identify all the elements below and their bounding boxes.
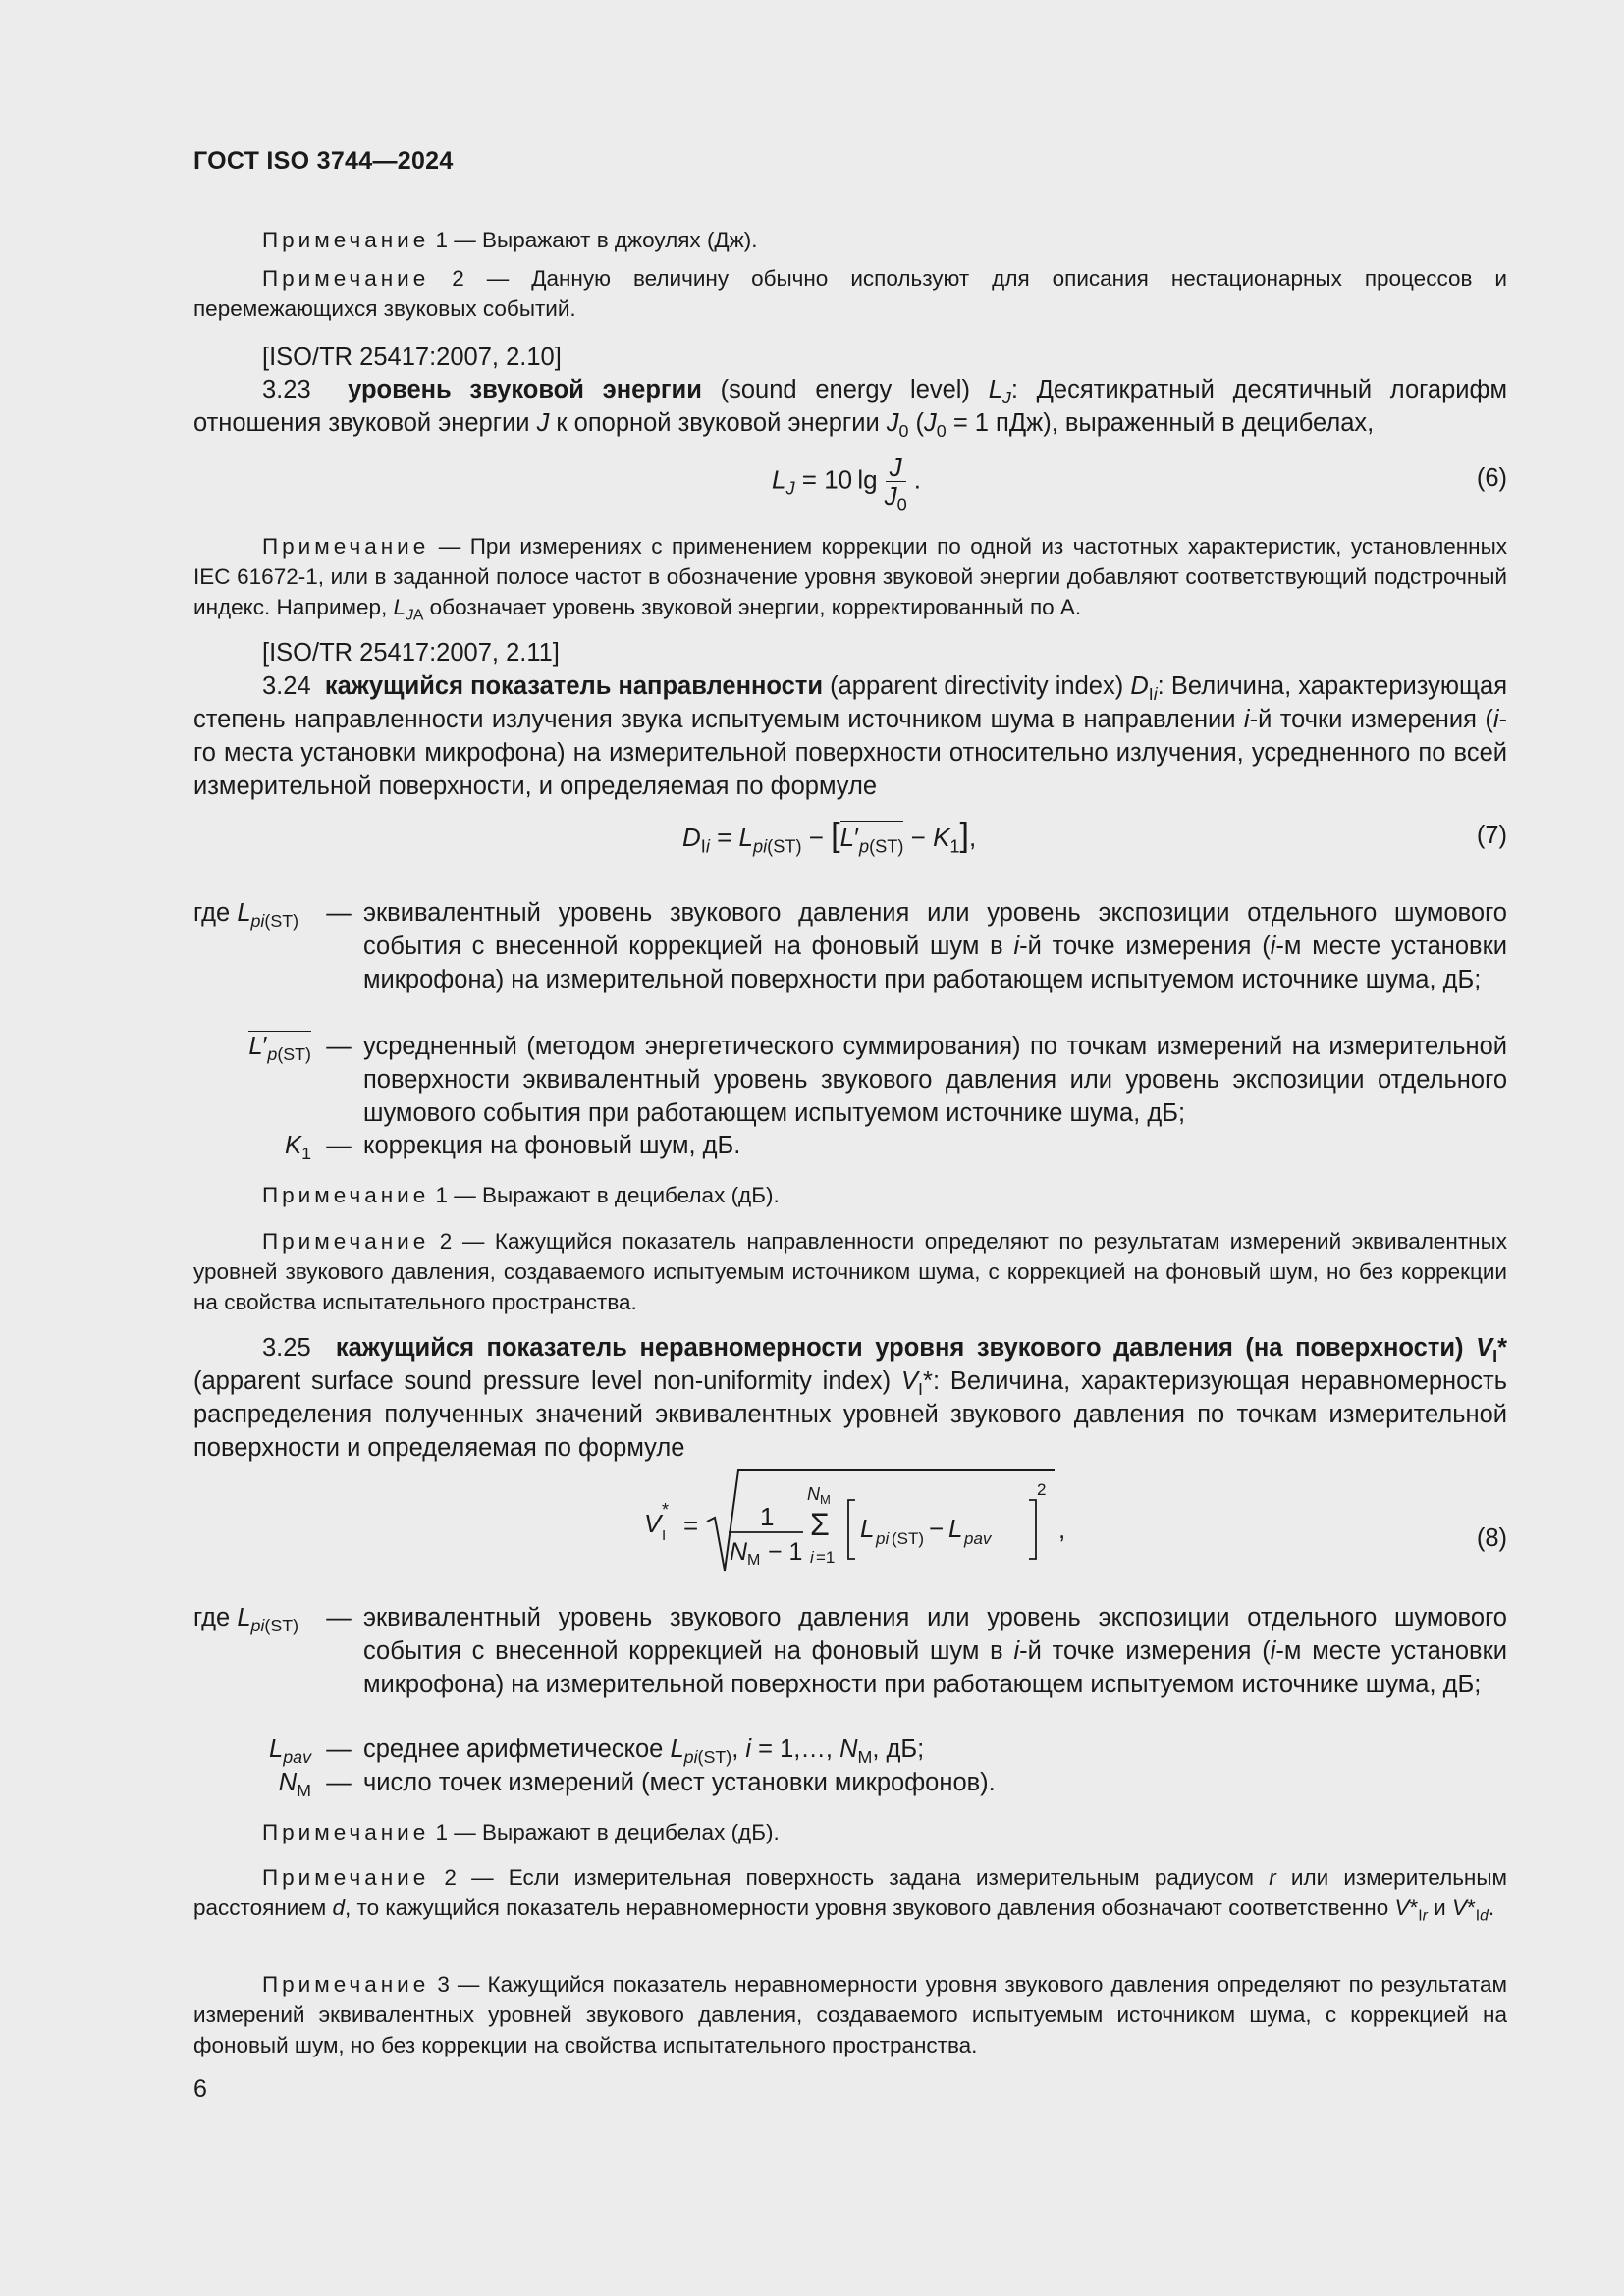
svg-text:L: L	[860, 1514, 875, 1543]
reference-2-10: [ISO/TR 25417:2007, 2.10]	[262, 344, 562, 371]
note-3-25-2: Примечание 2 — Если измерительная поверхность задана измерительным радиусом r или измерительным расстоянием d, то кажущийся показатель неравномерности уровня звукового давления обозначают соответственно $V*_{Ir}$ и $V*_{Id}$.	[193, 1865, 1507, 1925]
svg-text:i: i	[810, 1548, 814, 1567]
clause-3-24: 3.24 кажущийся показатель направленности (apparent directivity index) $D_{Ii}$: Величина, характеризующая степень направленности излучения звука испытуемым источником шума в направлении i-й точки измерения (i-го места установки микрофона) на измерительной поверхности относительно излучения, усредненного по всей измерительной поверхности, и определяемая по формуле	[193, 672, 1508, 800]
svg-text:,: ,	[1058, 1515, 1066, 1544]
svg-text:=: =	[683, 1511, 699, 1540]
reference-2-11: [ISO/TR 25417:2007, 2.11]	[262, 639, 560, 667]
equation-number-8: (8)	[1476, 1524, 1507, 1552]
formula-6: $L_J = 10$ lg $\frac{J}{J_0}$ .	[772, 453, 921, 515]
svg-text:N: N	[807, 1484, 820, 1504]
svg-text:I: I	[662, 1527, 667, 1544]
svg-text:=1: =1	[816, 1548, 836, 1567]
formula-8	[638, 1461, 1070, 1583]
symbol-nm: $N_M$	[278, 1769, 311, 1801]
clause-3-25: 3.25 кажущийся показатель неравномерности уровня звукового давления (на поверхности) $V_I*$ (apparent surface sound pressure level non-uniformity index) $V_I*$: Величина, характеризующая неравномерность распределения полученных значений эквивалентных уровней звукового давления по точкам измерительной поверхности и определяемая по формуле	[193, 1334, 1507, 1462]
symbol-k1: $K_1$	[285, 1132, 311, 1164]
where-label-7: где $L_{pi(ST)}$	[193, 899, 299, 932]
note-energy-2: Примечание 2 — Данную величину обычно используют для описания нестационарных процессов и перемежающихся звуковых событий.	[193, 266, 1507, 321]
svg-text:*: *	[662, 1500, 670, 1520]
document-header: ГОСТ ISO 3744—2024	[193, 147, 454, 175]
svg-text:(ST): (ST)	[892, 1529, 925, 1548]
svg-text:− 1: − 1	[768, 1538, 803, 1566]
note-energy-1: Примечание 1 — Выражают в джоулях (Дж).	[262, 228, 758, 252]
definition-lp-st-mean: усредненный (методом энергетического суммирования) по точкам измерений на измерительной поверхности эквивалентный уровень звукового давления или уровень экспозиции отдельного шумового события при работающем испытуемом источнике шума, дБ;	[363, 1033, 1507, 1127]
definition-lpi-st: эквивалентный уровень звукового давления или уровень экспозиции отдельного шумового события с внесенной коррекцией на фоновый шум в i-й точке измерения (i-м месте установки микрофона) на измерительной поверхности при работающем испытуемом источнике шума, дБ;	[363, 899, 1507, 993]
equation-number-7: (7)	[1476, 822, 1507, 849]
symbol-lp-st-mean: $L'_{p(ST)}$	[248, 1033, 311, 1065]
svg-text:pi: pi	[876, 1529, 890, 1548]
note-3-25-3: Примечание 3 — Кажущийся показатель неравномерности уровня звукового давления определяют по результатам измерений эквивалентных уровней звукового давления, создаваемого испытуемым источником шума, с коррекцией на фоновый шум, но без коррекции на свойства испытательного пространства.	[193, 1972, 1507, 2057]
definition-lpi-st-2: эквивалентный уровень звукового давления или уровень экспозиции отдельного шумового события с внесенной коррекцией на фоновый шум в i-й точке измерения (i-м месте установки микрофона) на измерительной поверхности при работающем испытуемом источнике шума, дБ;	[363, 1604, 1507, 1698]
where-label-8: где $L_{pi(ST)}$	[193, 1604, 299, 1636]
svg-text:M: M	[747, 1552, 761, 1569]
svg-text:M: M	[820, 1492, 831, 1507]
svg-text:pav: pav	[964, 1529, 992, 1548]
definition-k1: коррекция на фоновый шум, дБ.	[363, 1132, 741, 1159]
note-3-25-1: Примечание 1 — Выражают в децибелах (дБ).	[262, 1820, 780, 1844]
page-number: 6	[193, 2075, 207, 2103]
svg-text:L: L	[948, 1514, 963, 1543]
svg-text:−: −	[929, 1514, 945, 1543]
symbol-lpav: $L_{pav}$	[269, 1735, 311, 1768]
definition-lpav: среднее арифметическое $L_{pi(ST)}$, i = 1,…, $N_M$, дБ;	[363, 1735, 925, 1768]
note-3-24-2: Примечание 2 — Кажущийся показатель направленности определяют по результатам измерений эквивалентных уровней звукового давления, создаваемого испытуемым источником шума, с коррекцией на фоновый шум, но без коррекции на свойства испытательного пространства.	[193, 1229, 1507, 1314]
svg-text:2: 2	[1037, 1480, 1047, 1499]
formula-7: $D_{Ii} = L_{pi(ST)} - [L'_{p(ST)} - K_1]$,	[682, 817, 977, 857]
clause-3-23: 3.23 уровень звуковой энергии (sound energy level) $L_J$: Десятикратный десятичный логарифм отношения звуковой энергии J к опорной звуковой энергии $J_0$ ($J_0 = 1$ пДж), выраженный в децибелах,	[193, 376, 1508, 442]
svg-text:V: V	[644, 1509, 662, 1538]
document-page: ГОСТ ISO 3744—2024 Примечание 1 — Выражают в джоулях (Дж). Примечание 2 — Данную величину обычно используют для описания нестационарных процессов и перемежающихся звуковых событий. [ISO/TR 25417:2007, 2.10] 3.23 уровень звуковой энергии (sound energy level) $L_J$: Десятикратный десятичный логарифм отношения звуковой энергии J к опорной звуковой энергии $J_0$ ($J_0 = 1$ пДж), выраженный в децибелах, $L_J = 10$ lg $\frac{J}{J_0}$ . (6) Примечание — При измерениях с применением коррекции по одной из частотных характеристик, установленных IEC 61672-1, или в заданной полосе частот в обозначение уровня звуковой энергии добавляют соответствующий подстрочный индекс. Например, $L_{JA}$ обозначает уровень звуковой энергии, корректированный по А. [ISO/TR 25417:2007, 2.11] 3.24 кажущийся показатель направленности (apparent directivity index) $D_{Ii}$: Величина, характеризующая степень направленности излучения звука испытуемым источником шума в направлении i-й точки измерения (i-го места установки микрофона) на измерительной поверхности относительно излучения, усредненного по всей измерительной поверхности, и определяемая по формуле $D_{Ii} = L_{pi(ST)} - [L'_{p(ST)} - K_1]$, (7) где $L_{pi(ST)}$ — эквивалентный уровень звукового давления или уровень экспозиции отдельного шумового события с внесенной коррекцией на фоновый шум в i-й точке измерения (i-м месте установки микрофона) на измерительной поверхности при работающем испытуемом источнике шума, дБ; $L'_{p(ST)}$ — усредненный (методом энергетического суммирования) по точкам измерений на измерительной поверхности эквивалентный уровень звукового давления или уровень экспозиции отдельного шумового события при работающем испытуемом источнике шума, дБ; $K_1$ — коррекция на фоновый шум, дБ. Примечание 1 — Выражают в децибелах (дБ). Примечание 2 — Кажущийся показатель направленности определяют по результатам измерений эквивалентных уровней звукового давления, создаваемого испытуемым источником шума, с коррекцией на фоновый шум, но без коррекции на свойства испытательного пространства. 3.25 кажущийся показатель неравномерности уровня звукового давления (на поверхности) $V_I*$ (apparent surface sound pressure level non-uniformity index) $V_I*$: Величина, характеризующая неравномерность распределения полученных значений эквивалентных уровней звукового давления по точкам измерительной поверхности и определяемая по формуле V I * = 1 N M − 1 N M Σ i =1 L pi (ST) − L pav 2 , (8) где $L_{pi(ST)}$ — эквивалентный уровень звукового давления или уровень экспозиции отдельного шумового события с внесенной коррекцией на фоновый шум в i-й точке измерения (i-м месте установки микрофона) на измерительной поверхности при работающем испытуемом источнике шума, дБ; $L_{pav}$ — среднее арифметическое $L_{pi(ST)}$, i = 1,…, $N_M$, дБ; $N_M$ — число точек измерений (мест установки микрофонов). Примечание 1 — Выражают в децибелах (дБ). Примечание 2 — Если измерительная поверхность задана измерительным радиусом r или измерительным расстоянием d, то кажущийся показатель неравномерности уровня звукового давления обозначают соответственно $V*_{Ir}$ и $V*_{Id}$. Примечание 3 — Кажущийся показатель неравномерности уровня звукового давления определяют по результатам измерений эквивалентных уровней звукового давления, создаваемого испытуемым источником шума, с коррекцией на фоновый шум, но без коррекции на свойства испытательного пространства. 6	[0, 0, 1624, 2296]
svg-text:Σ: Σ	[810, 1507, 830, 1542]
note-3-24-1: Примечание 1 — Выражают в децибелах (дБ).	[262, 1183, 780, 1207]
note-3-23: Примечание — При измерениях с применением коррекции по одной из частотных характеристик, установленных IEC 61672-1, или в заданной полосе частот в обозначение уровня звуковой энергии добавляют соответствующий подстрочный индекс. Например, $L_{JA}$ обозначает уровень звуковой энергии, корректированный по А.	[193, 534, 1507, 624]
equation-number-6: (6)	[1476, 464, 1507, 492]
svg-text:N: N	[730, 1538, 748, 1566]
definition-nm: число точек измерений (мест установки микрофонов).	[363, 1769, 996, 1796]
svg-text:1: 1	[760, 1502, 775, 1531]
